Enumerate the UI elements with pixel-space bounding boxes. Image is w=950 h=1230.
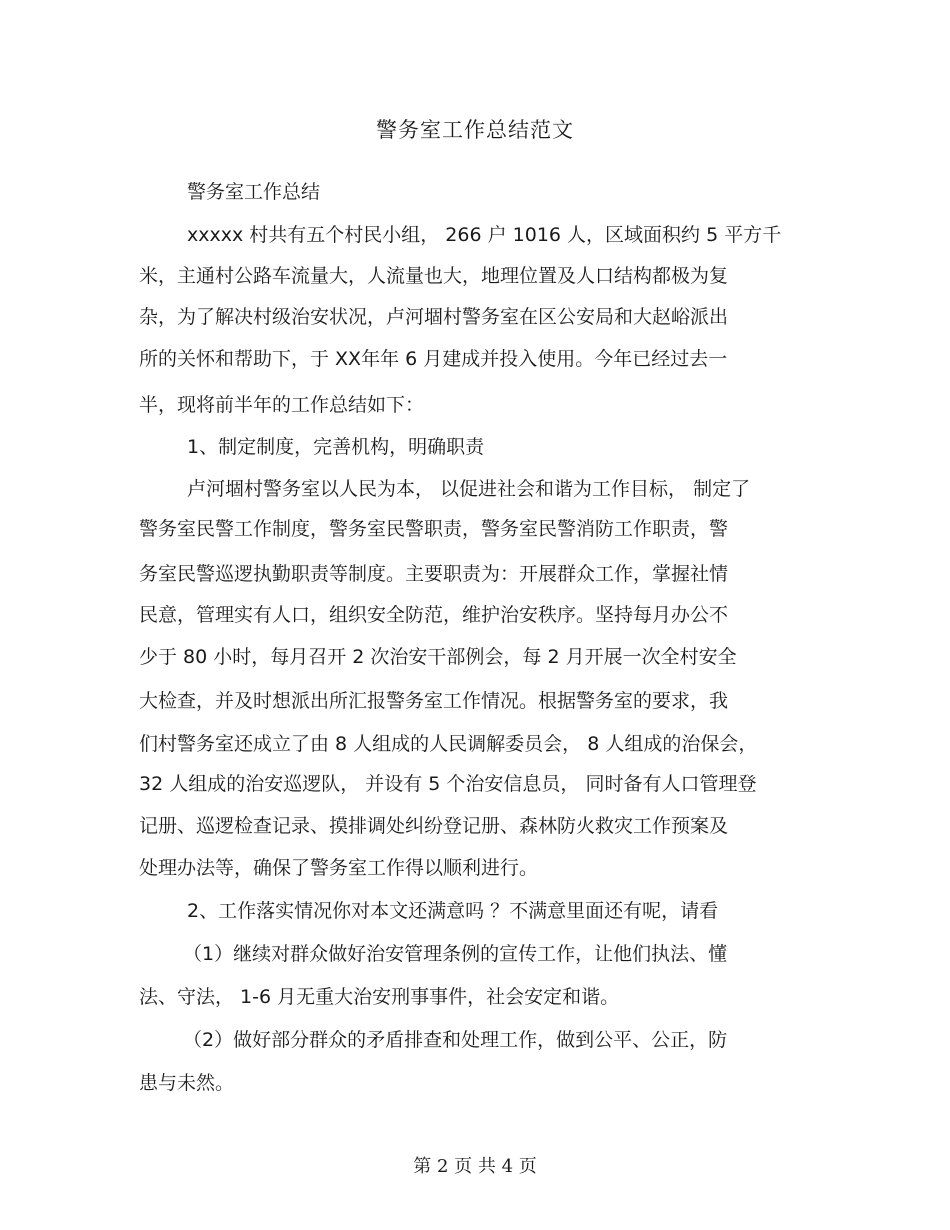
paragraph-line: xxxxx 村共有五个村民小组， 266 户 1016 人，区域面积约 5 平方千 <box>187 224 782 246</box>
paragraph-line: 们村警务室还成立了由 8 人组成的人民调解委员会， 8 人组成的治保会， <box>139 733 758 755</box>
section-heading: 2、工作落实情况你对本文还满意吗 ？不满意里面还有呢，请看 <box>187 900 719 922</box>
paragraph-line: 半，现将前半年的工作总结如下： <box>139 394 425 416</box>
paragraph-line: 少于 80 小时，每月召开 2 次治安干部例会，每 2 月开展一次全村安全 <box>139 646 737 668</box>
paragraph-line: 处理办法等，确保了警务室工作得以顺利进行。 <box>139 857 539 879</box>
paragraph-line: 大检查，并及时想派出所汇报警务室工作情况。根据警务室的要求，我 <box>139 690 729 712</box>
list-item: （1）继续对群众做好治安管理条例的宣传工作，让他们执法、懂 <box>183 943 728 965</box>
paragraph-line: 所的关怀和帮助下，于 XX年年 6 月建成并投入使用。今年已经过去一 <box>139 348 728 370</box>
section-heading: 1、制定制度，完善机构，明确职责 <box>187 436 485 458</box>
list-item: （2）做好部分群众的矛盾排查和处理工作，做到公平、公正，防 <box>183 1029 728 1051</box>
paragraph-line: 杂，为了解决村级治安状况，卢河堌村警务室在区公安局和大赵峪派出 <box>139 306 729 328</box>
paragraph-line: 32 人组成的治安巡逻队， 并设有 5 个治安信息员， 同时备有人口管理登 <box>139 773 757 795</box>
paragraph-line: 民意，管理实有人口，组织安全防范，维护治安秩序。坚持每月办公不 <box>139 604 729 626</box>
paragraph-line: 记册、巡逻检查记录、摸排调处纠纷登记册、森林防火救灾工作预案及 <box>139 815 729 837</box>
page-footer: 第 2 页 共 4 页 <box>413 1156 537 1177</box>
paragraph-line: 法、守法， 1-6 月无重大治安刑事事件，社会安定和谐。 <box>139 986 620 1008</box>
paragraph-line: 卢河堌村警务室以人民为本， 以促进社会和谐为工作目标， 制定了 <box>187 478 751 500</box>
document-title: 警务室工作总结范文 <box>376 118 574 142</box>
paragraph-line: 患与未然。 <box>139 1072 235 1094</box>
paragraph-line: 务室民警巡逻执勤职责等制度。主要职责为：开展群众工作，掌握社情 <box>139 563 729 585</box>
section-heading: 警务室工作总结 <box>187 181 321 203</box>
paragraph-line: 米，主通村公路车流量大，人流量也大，地理位置及人口结构都极为复 <box>139 265 729 287</box>
paragraph-line: 警务室民警工作制度，警务室民警职责，警务室民警消防工作职责，警 <box>139 518 729 540</box>
